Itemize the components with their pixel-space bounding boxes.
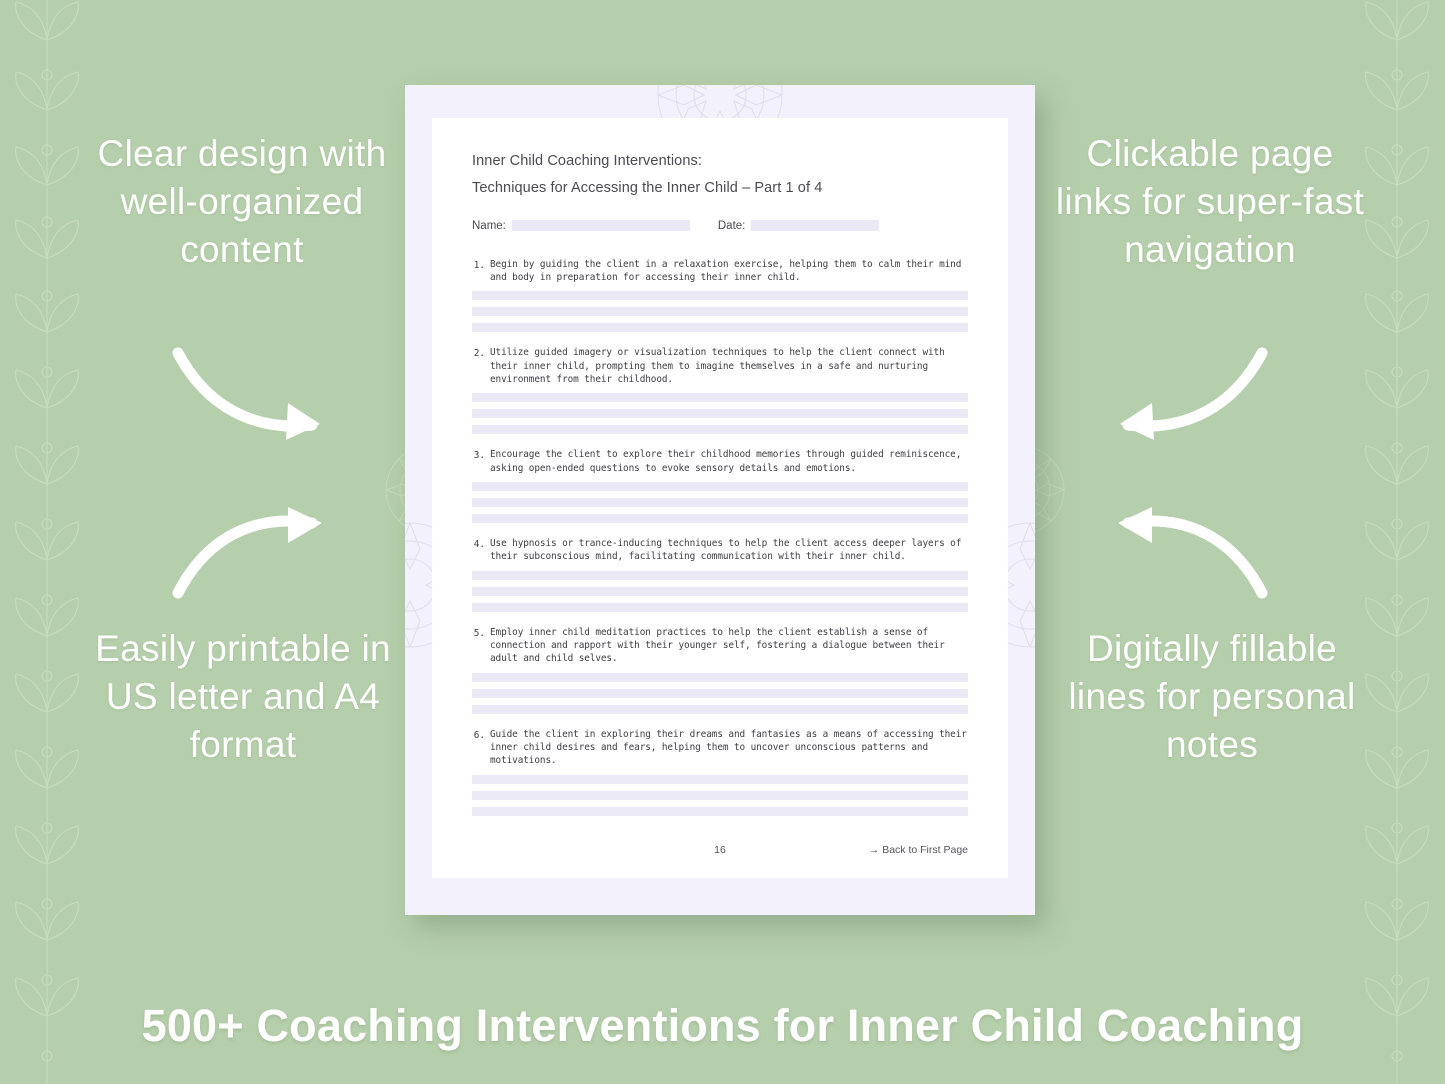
- fill-line[interactable]: [472, 482, 968, 491]
- list-item: [472, 258, 968, 333]
- fill-lines: [472, 291, 968, 332]
- fill-lines: [472, 673, 968, 714]
- item-number: 2.: [473, 348, 485, 360]
- intervention-list: [472, 258, 968, 816]
- list-item: [472, 626, 968, 714]
- list-item: [472, 537, 968, 612]
- fill-line[interactable]: [472, 587, 968, 596]
- item-number: 4.: [473, 539, 485, 551]
- fill-lines: [472, 482, 968, 523]
- item-text: Encourage the client to explore their childhood memories through guided reminiscence, asking open-ended questions to evoke sensory details and emotions.: [490, 449, 962, 474]
- back-to-first-page-link[interactable]: → Back to First Page: [868, 844, 968, 856]
- fill-line[interactable]: [472, 673, 968, 682]
- item-text: Employ inner child meditation practices to help the client establish a sense of connection and rapport with their younger self, fostering a dialogue between their adult and child selves.: [490, 626, 945, 665]
- fill-line[interactable]: [472, 689, 968, 698]
- item-number: 5.: [473, 627, 485, 639]
- promo-text-bottom-right: Digitally fillable lines for personal notes: [1068, 628, 1356, 766]
- date-input[interactable]: [751, 220, 879, 231]
- promo-text-top-right: Clickable page links for super-fast navigation: [1055, 133, 1365, 271]
- item-number: 1.: [473, 259, 485, 271]
- name-label: Name:: [472, 219, 506, 232]
- page-title-line1: Inner Child Coaching Interventions:: [472, 153, 702, 169]
- fill-line[interactable]: [472, 291, 968, 300]
- page-content: [432, 118, 1008, 878]
- list-item: [472, 346, 968, 434]
- promo-text-top-left: Clear design with well-organized content: [97, 133, 387, 271]
- name-input[interactable]: [512, 220, 690, 231]
- botanical-border-left: [0, 0, 95, 1084]
- fill-lines: [472, 393, 968, 434]
- fill-line[interactable]: [472, 705, 968, 714]
- item-text: Utilize guided imagery or visualization techniques to help the client connect with their inner child, prompting them to imagine themselves in a safe and nurturing environment from their childhood.: [490, 347, 945, 385]
- arrow-icon-bottom-left: [170, 505, 340, 605]
- arrow-icon-bottom-right: [1100, 505, 1270, 605]
- item-text: Guide the client in exploring their dreams and fantasies as a means of accessing their inner child desires and fears, helping them to uncover unconscious patterns and motivations.: [490, 728, 967, 767]
- fill-line[interactable]: [472, 498, 968, 507]
- worksheet-page: [405, 85, 1035, 915]
- fill-line[interactable]: [472, 307, 968, 316]
- fill-line[interactable]: [472, 514, 968, 523]
- bottom-banner-title: 500+ Coaching Interventions for Inner Child Coaching: [141, 1000, 1304, 1051]
- page-number: 16: [714, 844, 726, 856]
- item-text: Begin by guiding the client in a relaxation exercise, helping them to calm their mind and body in preparation for accessing their inner child.: [490, 258, 962, 283]
- fill-line[interactable]: [472, 807, 968, 816]
- arrow-icon-top-left: [170, 345, 340, 445]
- list-item: [472, 728, 968, 816]
- page-title-line2: Techniques for Accessing the Inner Child – Part 1 of 4: [472, 179, 823, 196]
- fill-line[interactable]: [472, 603, 968, 612]
- fill-line[interactable]: [472, 409, 968, 418]
- meta-row: [472, 220, 968, 232]
- fill-line[interactable]: [472, 425, 968, 434]
- page-footer: [472, 844, 968, 856]
- arrow-icon-top-right: [1100, 345, 1270, 445]
- fill-line[interactable]: [472, 791, 968, 800]
- fill-line[interactable]: [472, 775, 968, 784]
- fill-line[interactable]: [472, 323, 968, 332]
- item-number: 3.: [473, 450, 485, 462]
- list-item: [472, 448, 968, 523]
- item-text: Use hypnosis or trance-inducing techniques to help the client access deeper layers of their subconscious mind, facilitating communication with their inner child.: [490, 538, 962, 563]
- fill-line[interactable]: [472, 393, 968, 402]
- promo-text-bottom-left: Easily printable in US letter and A4 format: [95, 628, 391, 766]
- fill-lines: [472, 775, 968, 816]
- item-number: 6.: [473, 729, 485, 741]
- date-label: Date:: [717, 219, 746, 232]
- fill-line[interactable]: [472, 571, 968, 580]
- fill-lines: [472, 571, 968, 612]
